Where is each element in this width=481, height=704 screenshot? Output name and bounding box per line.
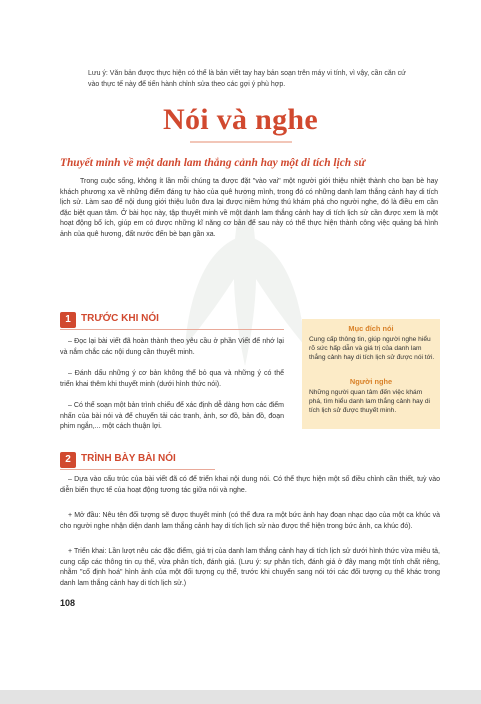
page-number: 108 bbox=[60, 598, 76, 608]
intro-paragraph: Trong cuộc sống, không ít lần mỗi chúng ta được đặt "vào vai" một người giới thiệu nhiệt thành cho bạn bè hay khách phương xa về những điểm đáng tự hào của quê hương mình, trong đó có những danh lam thắng cảnh hay di tích lịch sử. Làm sao để nội dung giới thiệu luôn đưa lại được niềm hứng thú khám phá cho người nghe, đó là điều em cần đặc biệt quan tâm. Ở bài học này, tập thuyết minh về một danh lam thắng cảnh hay di tích lịch sử cần được xem là một hoạt động bổ ích, giúp em có được những kĩ năng cơ bản để sau này có thể thực hiện thành công việc quảng bá hình ảnh của quê hương, đất nước đến bè bạn gần xa. bbox=[60, 178, 438, 238]
audience-text: Những người quan tâm đến việc khám phá, tìm hiểu danh lam thắng cảnh hay di tích lịch sử được thuyết minh. bbox=[309, 389, 430, 415]
section-2-paragraph-2: + Mở đầu: Nêu tên đối tượng sẽ được thuyết minh (có thể đưa ra một bức ảnh hay đoạn nhạc dạo của một ca khúc và cho người nghe nhận diện danh lam thắng cảnh hay di tích lịch sử nào được thể hiện trong bức ảnh, ca khúc đó). bbox=[60, 512, 440, 530]
section-1-paragraph-2: – Đánh dấu những ý cơ bản không thể bỏ qua và những ý có thể triển khai thêm khi thuyết minh (dưới hình thức nói). bbox=[60, 370, 284, 388]
lesson-subtitle: Thuyết minh về một danh lam thắng cảnh hay một di tích lịch sử bbox=[60, 157, 366, 169]
section-2-heading bbox=[60, 452, 220, 468]
section-2-paragraph-3: + Triển khai: Lần lượt nêu các đặc điểm, giá trị của danh lam thắng cảnh hay di tích lịch sử dưới hình thức vừa miêu tả, cung cấp các thông tin cụ thể, vừa phân tích, đánh giá. (Lưu ý: sự phân tích, đánh giá ở đây mang một tính chất riêng, nhằm "cố định hoá" hình ảnh của một đối tượng cụ thể, trước khi chuyển sang nói tới các đối tượng cụ thể khác trong danh lam thắng cảnh hay di tích lịch sử.) bbox=[60, 548, 440, 587]
section-1-title: TRƯỚC KHI NÓI bbox=[81, 313, 159, 324]
section-1-number: 1 bbox=[60, 312, 76, 328]
note-text: Lưu ý: Văn bản được thực hiện có thể là bản viết tay hay bản soạn trên máy vi tính, vì vậy, cần căn cứ vào thực tế này để tiến hành chỉnh sửa theo các gợi ý phù hợp. bbox=[88, 70, 406, 89]
purpose-text: Cung cấp thông tin, giúp người nghe hiểu rõ sức hấp dẫn và giá trị của danh lam thắng cảnh hay di tích lịch sử được nói tới. bbox=[309, 336, 435, 362]
title-underline bbox=[190, 141, 292, 143]
audience-heading: Người nghe bbox=[349, 377, 393, 386]
purpose-heading: Mục đích nói bbox=[348, 324, 394, 333]
section-1-heading bbox=[60, 312, 284, 328]
section-2-number: 2 bbox=[60, 452, 76, 468]
purpose-info-box bbox=[302, 319, 440, 429]
section-2-title: TRÌNH BÀY BÀI NÓI bbox=[81, 453, 176, 464]
section-1-paragraph-3: – Có thể soạn một bản trình chiếu để xác định dễ dàng hơn các điểm nhấn của bài nói và để chuyển tải các tranh, ảnh, sơ đồ, bản đồ, đoạn phim ngắn,... một cách thuận lợi. bbox=[60, 402, 284, 431]
section-1-divider bbox=[60, 329, 284, 330]
section-2-divider bbox=[60, 469, 215, 470]
section-1-paragraph-1: – Đọc lại bài viết đã hoàn thành theo yêu cầu ở phần Viết để nhớ lại và nắm chắc các nội dung cần thuyết minh. bbox=[60, 338, 284, 356]
section-2-paragraph-1: – Dựa vào cấu trúc của bài viết đã có để triển khai nội dung nói. Có thể thực hiện một số điều chỉnh cần thiết, tuỳ vào diễn biến thực tế của hoạt động tương tác giữa nói và nghe. bbox=[60, 476, 440, 494]
page-title: Nói và nghe bbox=[163, 103, 318, 136]
viewer-bottom-strip bbox=[0, 690, 481, 704]
